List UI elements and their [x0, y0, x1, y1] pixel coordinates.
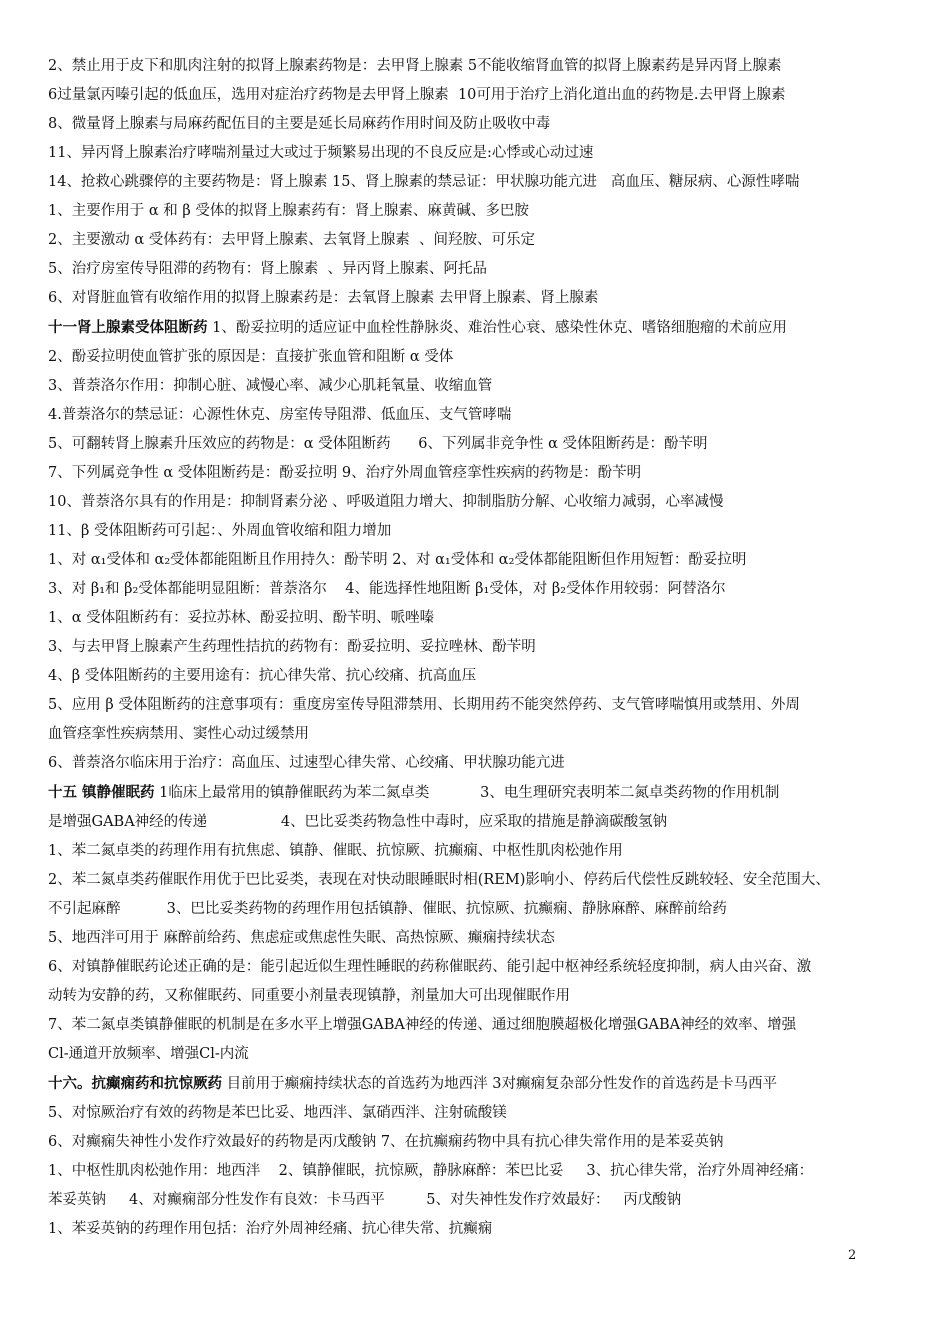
line-text: 5、可翻转肾上腺素升压效应的药物是：α 受体阻断药 6、下列属非竞争性 α 受体阻断药是：酚苄明	[48, 436, 708, 452]
text-line	[48, 1011, 900, 1040]
text-line	[48, 168, 900, 197]
text-line	[48, 691, 900, 720]
text-line	[48, 197, 900, 226]
line-text: 1、酚妥拉明的适应证中血栓性静脉炎、难治性心衰、感染性休克、嗜铬细胞瘤的术前应用	[207, 320, 787, 336]
line-text: 3、与去甲肾上腺素产生药理性拮抗的药物有：酚妥拉明、妥拉唑林、酚苄明	[48, 639, 536, 655]
text-line	[48, 255, 900, 284]
line-text: 1、α 受体阻断药有：妥拉苏林、酚妥拉明、酚苄明、哌唑嗪	[48, 610, 435, 626]
text-line	[48, 1128, 900, 1157]
text-line	[48, 52, 900, 81]
text-line	[48, 837, 900, 866]
line-text: 5、对惊厥治疗有效的药物是苯巴比妥、地西泮、氯硝西泮、注射硫酸镁	[48, 1105, 507, 1121]
text-line	[48, 633, 900, 662]
line-text: 1、对 α₁受体和 α₂受体都能阻断且作用持久：酚苄明 2、对 α₁受体和 α₂受体都能阻断但作用短暂：酚妥拉明	[48, 552, 747, 568]
text-line	[48, 1157, 900, 1186]
text-line	[48, 488, 900, 517]
text-line	[48, 808, 900, 837]
line-text: 1、苯二氮卓类的药理作用有抗焦虑、镇静、催眠、抗惊厥、抗癫痫、中枢性肌肉松弛作用	[48, 843, 623, 859]
text-line	[48, 953, 900, 982]
line-text: 3、普萘洛尔作用：抑制心脏、减慢心率、减少心肌耗氧量、收缩血管	[48, 378, 493, 394]
text-line	[48, 662, 900, 691]
line-text: 3、对 β₁和 β₂受体都能明显阻断：普萘洛尔 4、能选择性地阻断 β₁受体，对 β₂受体作用较弱：阿替洛尔	[48, 581, 726, 597]
text-line	[48, 81, 900, 110]
text-line	[48, 924, 900, 953]
text-line	[48, 139, 900, 168]
section-heading-line	[48, 778, 900, 808]
text-line	[48, 343, 900, 372]
text-line	[48, 895, 900, 924]
line-text: 动转为安静的药，又称催眠药、同重要小剂量表现镇静，剂量加大可出现催眠作用	[48, 988, 570, 1004]
text-line	[48, 604, 900, 633]
line-text: Cl-通道开放频率、增强Cl-内流	[48, 1046, 249, 1062]
line-text: 5、治疗房室传导阻滞的药物有：肾上腺素 、异丙肾上腺素、阿托品	[48, 261, 487, 277]
section-heading-line	[48, 313, 900, 343]
line-text: 1、主要作用于 α 和 β 受体的拟肾上腺素药有：肾上腺素、麻黄碱、多巴胺	[48, 203, 529, 219]
section-title: 十六。抗癫痫药和抗惊厥药	[48, 1075, 222, 1092]
line-text: 是增强GABA神经的传递 4、巴比妥类药物急性中毒时，应采取的措施是静滴碳酸氢钠	[48, 814, 668, 830]
text-line	[48, 575, 900, 604]
line-text: 4.普萘洛尔的禁忌证：心源性休克、房室传导阻滞、低血压、支气管哮喘	[48, 407, 512, 423]
line-text: 血管痉挛性疾病禁用、窦性心动过缓禁用	[48, 726, 309, 742]
text-line	[48, 372, 900, 401]
text-line	[48, 110, 900, 139]
text-line	[48, 1099, 900, 1128]
line-text: 不引起麻醉 3、巴比妥类药物的药理作用包括镇静、催眠、抗惊厥、抗癫痫、静脉麻醉、麻醉前给药	[48, 901, 727, 917]
section-heading-line	[48, 1069, 900, 1099]
text-line	[48, 866, 900, 895]
line-text: 6过量氯丙嗪引起的低血压，选用对症治疗药物是去甲肾上腺素 10可用于治疗上消化道出血的药物是.去甲肾上腺素	[48, 87, 786, 103]
line-text: 2、苯二氮卓类药催眠作用优于巴比妥类，表现在对快动眼睡眠时相(REM)影响小、停药后代偿性反跳较轻、安全范围大、	[48, 872, 830, 888]
line-text: 2、酚妥拉明使血管扩张的原因是：直接扩张血管和阻断 α 受体	[48, 349, 454, 365]
line-text: 目前用于癫痫持续状态的首选药为地西泮 3对癫痫复杂部分性发作的首选药是卡马西平	[222, 1076, 777, 1092]
text-line	[48, 459, 900, 488]
line-text: 8、微量肾上腺素与局麻药配伍目的主要是延长局麻药作用时间及防止吸收中毒	[48, 116, 551, 132]
line-text: 2、禁止用于皮下和肌肉注射的拟肾上腺素药物是：去甲肾上腺素 5不能收缩肾血管的拟肾上腺素药是异丙肾上腺素	[48, 58, 782, 74]
document-body	[48, 52, 900, 1244]
section-title: 十一肾上腺素受体阻断药	[48, 319, 208, 336]
line-text: 11、β 受体阻断药可引起：、外周血管收缩和阻力增加	[48, 523, 392, 539]
line-text: 7、苯二氮卓类镇静催眠的机制是在多水平上增强GABA神经的传递、通过细胞膜超极化增强GABA神经的效率、增强	[48, 1017, 797, 1033]
line-text: 6、对癫痫失神性小发作疗效最好的药物是丙戊酸钠 7、在抗癫痫药物中具有抗心律失常作用的是苯妥英钠	[48, 1134, 724, 1150]
text-line	[48, 982, 900, 1011]
line-text: 4、β 受体阻断药的主要用途有：抗心律失常、抗心绞痛、抗高血压	[48, 668, 477, 684]
line-text: 5、地西泮可用于 麻醉前给药、焦虑症或焦虑性失眠、高热惊厥、癫痫持续状态	[48, 930, 555, 946]
text-line	[48, 1040, 900, 1069]
text-line	[48, 1215, 900, 1244]
text-line	[48, 517, 900, 546]
text-line	[48, 226, 900, 255]
line-text: 1、中枢性肌肉松弛作用：地西泮 2、镇静催眠，抗惊厥，静脉麻醉：苯巴比妥 3、抗心律失常，治疗外周神经痛：	[48, 1163, 814, 1179]
text-line	[48, 749, 900, 778]
line-text: 11、异丙肾上腺素治疗哮喘剂量过大或过于频繁易出现的不良反应是:心悸或心动过速	[48, 145, 594, 161]
line-text: 1、苯妥英钠的药理作用包括：治疗外周神经痛、抗心律失常、抗癫痫	[48, 1221, 493, 1237]
line-text: 6、对镇静催眠药论述正确的是：能引起近似生理性睡眠的药称催眠药、能引起中枢神经系统轻度抑制，病人由兴奋、激	[48, 959, 812, 975]
text-line	[48, 401, 900, 430]
page-number: 2	[848, 1248, 857, 1263]
text-line	[48, 1186, 900, 1215]
line-text: 5、应用 β 受体阻断药的注意事项有：重度房室传导阻滞禁用、长期用药不能突然停药、支气管哮喘慎用或禁用、外周	[48, 697, 800, 713]
line-text: 6、对肾脏血管有收缩作用的拟肾上腺素药是：去氧肾上腺素 去甲肾上腺素、肾上腺素	[48, 290, 599, 306]
line-text: 1临床上最常用的镇静催眠药为苯二氮卓类 3、电生理研究表明苯二氮卓类药物的作用机制	[154, 785, 780, 801]
line-text: 苯妥英钠 4、对癫痫部分性发作有良效：卡马西平 5、对失神性发作疗效最好： 丙戊酸钠	[48, 1192, 682, 1208]
section-title: 十五 镇静催眠药	[48, 784, 155, 801]
line-text: 14、抢救心跳骤停的主要药物是：肾上腺素 15、肾上腺素的禁忌证：甲状腺功能亢进 高血压、糖尿病、心源性哮喘	[48, 174, 800, 190]
line-text: 6、普萘洛尔临床用于治疗：高血压、过速型心律失常、心绞痛、甲状腺功能亢进	[48, 755, 565, 771]
text-line	[48, 546, 900, 575]
text-line	[48, 430, 900, 459]
text-line	[48, 284, 900, 313]
text-line	[48, 720, 900, 749]
line-text: 7、下列属竞争性 α 受体阻断药是：酚妥拉明 9、治疗外周血管痉挛性疾病的药物是：酚苄明	[48, 465, 642, 481]
line-text: 2、主要激动 α 受体药有：去甲肾上腺素、去氧肾上腺素 、间羟胺、可乐定	[48, 232, 535, 248]
line-text: 10、普萘洛尔具有的作用是：抑制肾素分泌 、呼吸道阻力增大、抑制脂肪分解、心收缩力减弱，心率减慢	[48, 494, 724, 510]
